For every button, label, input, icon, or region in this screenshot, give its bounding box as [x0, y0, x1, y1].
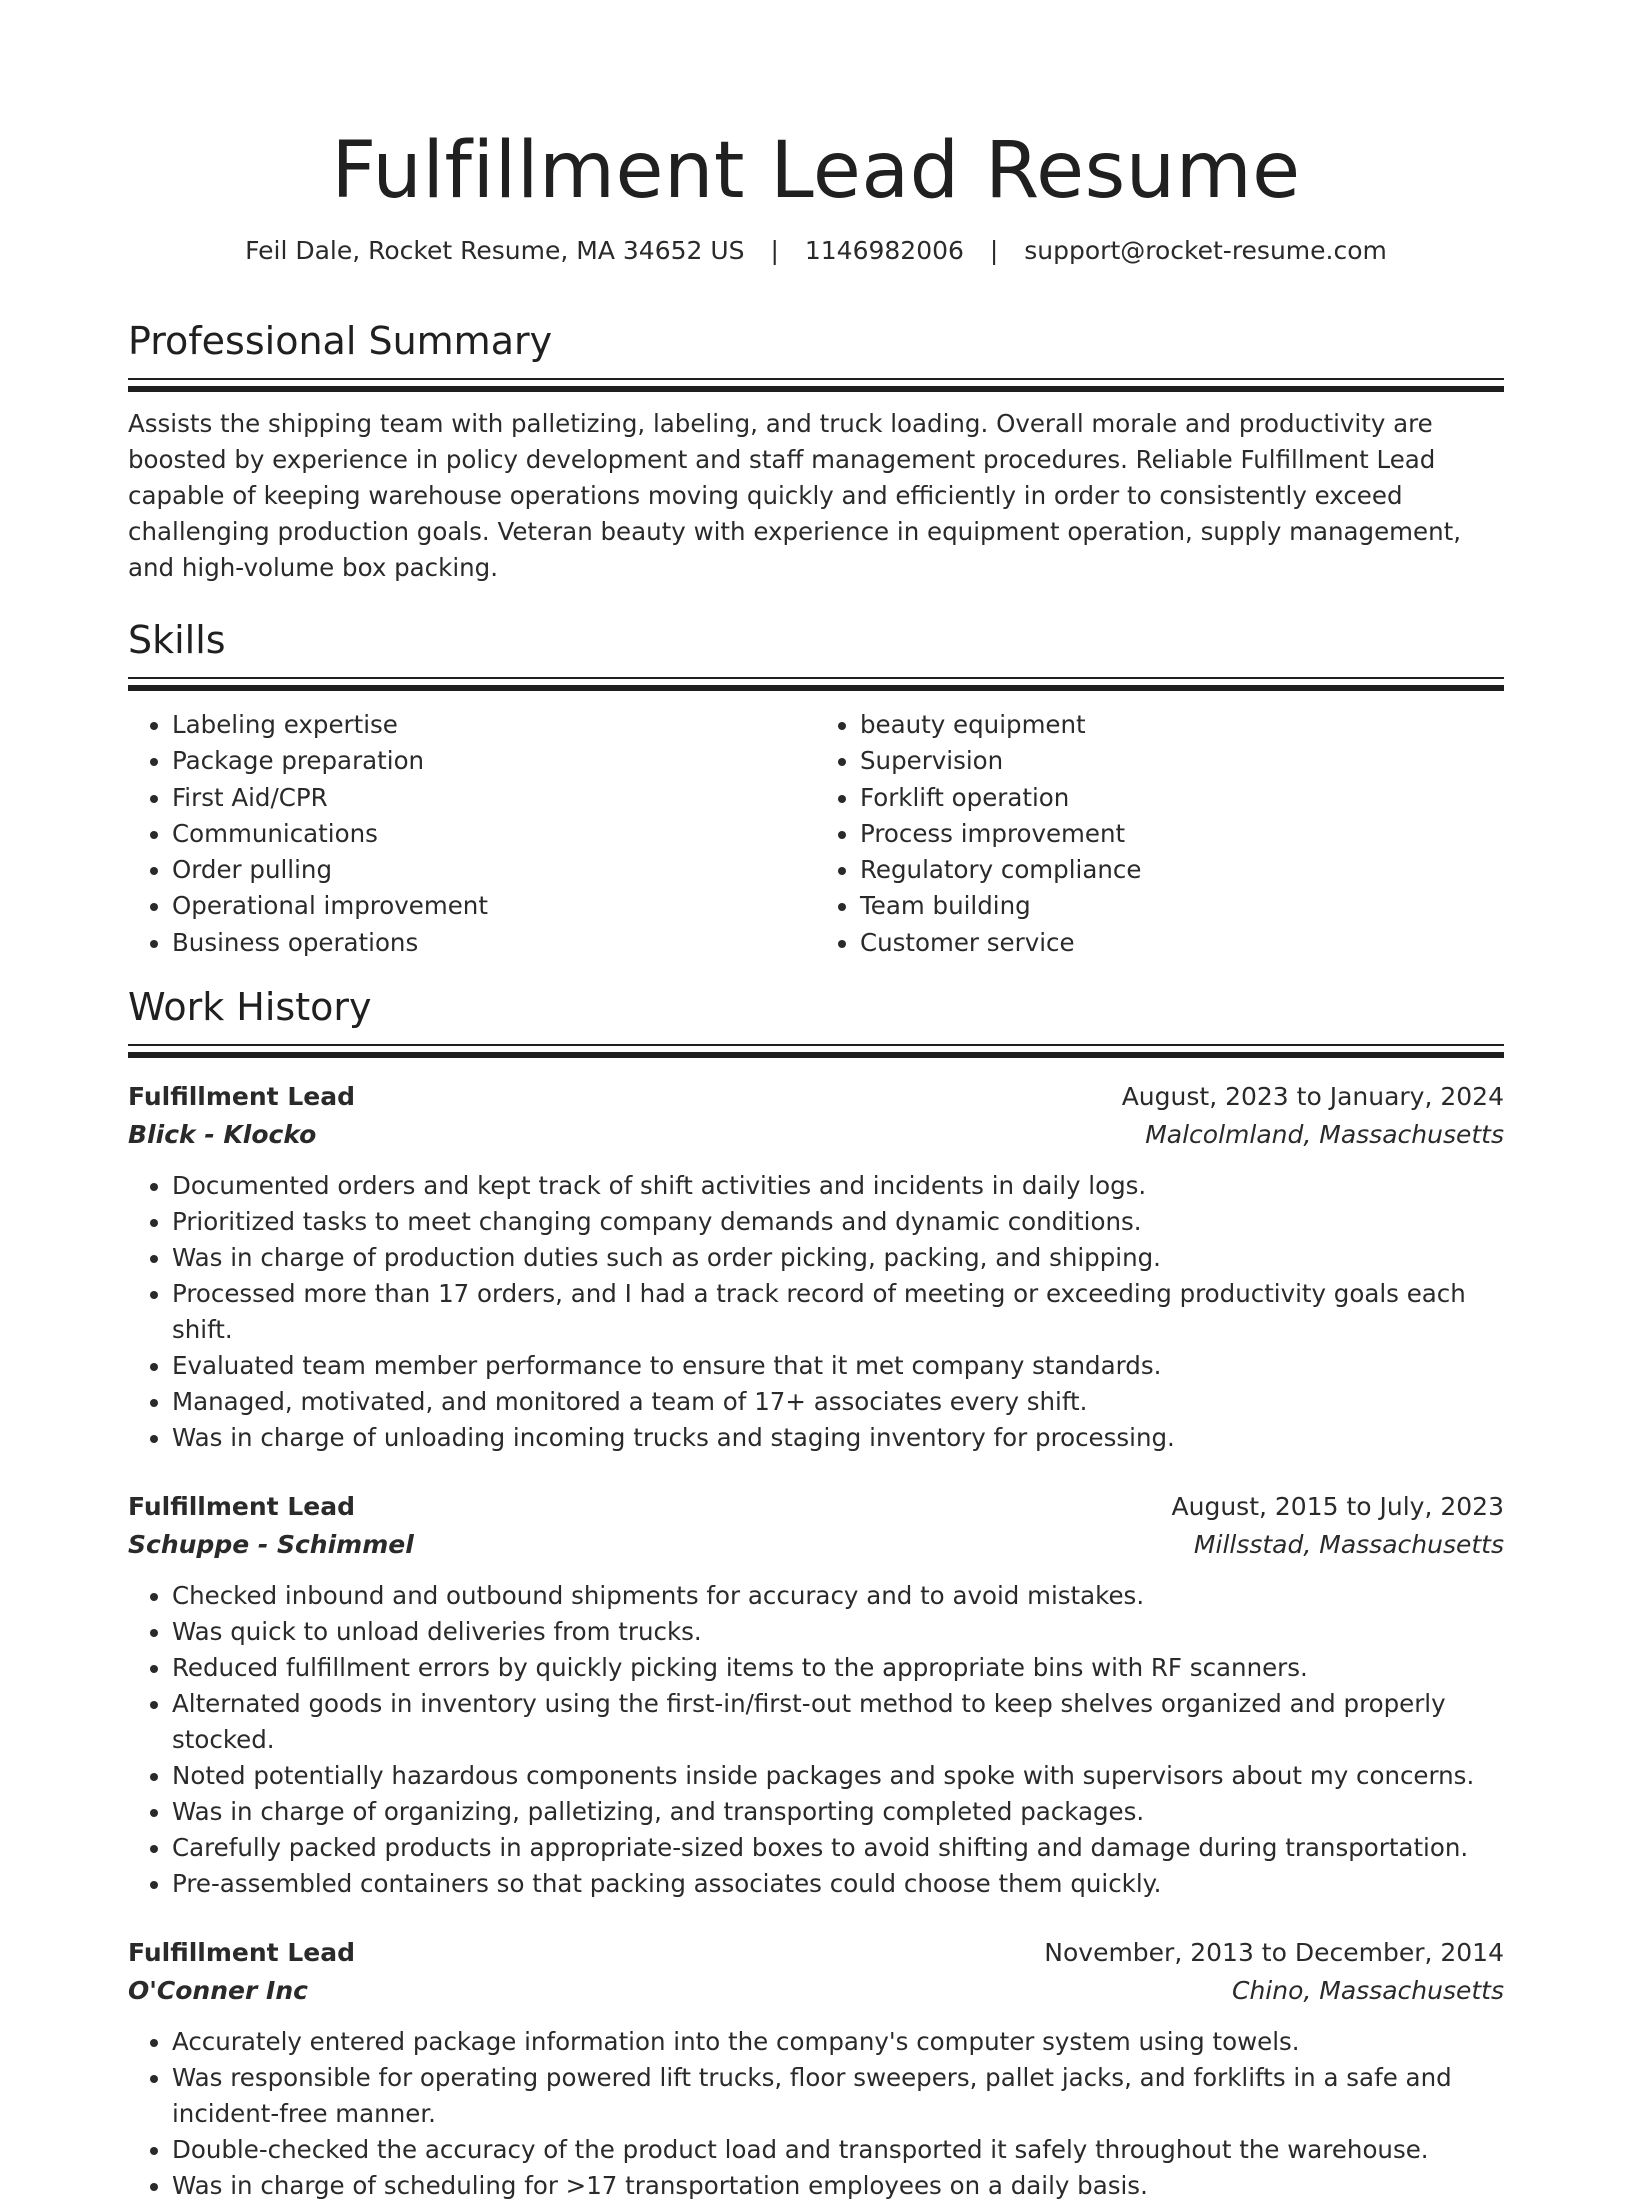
skill-item: • Regulatory compliance — [860, 852, 1504, 888]
job-bullet: • Reduced fulfillment errors by quickly picking items to the appropriate bins with RF scanners. — [172, 1650, 1504, 1686]
job-bullet: • Was in charge of production duties such as order picking, packing, and shipping. — [172, 1240, 1504, 1276]
section-heading-work: Work History — [128, 985, 372, 1030]
skill-item: • Communications — [172, 816, 816, 852]
skill-item: • Package preparation — [172, 743, 816, 779]
contact-address: Feil Dale, Rocket Resume, MA 34652 US — [245, 236, 745, 265]
job-bullet: • Processed more than 17 orders, and I had a track record of meeting or exceeding productivity goals each shift. — [172, 1276, 1504, 1348]
job-bullets — [128, 2024, 1504, 2204]
skills-list-left — [128, 707, 816, 961]
job-header-row — [128, 1078, 1504, 1116]
job-bullet: • Double-checked the accuracy of the product load and transported it safely throughout the warehouse. — [172, 2132, 1504, 2168]
job-bullet: • Prioritized tasks to meet changing company demands and dynamic conditions. — [172, 1204, 1504, 1240]
job-entry — [128, 1488, 1504, 1902]
skill-item: • Team building — [860, 888, 1504, 924]
job-location: Millsstad, Massachusetts — [1193, 1530, 1504, 1560]
section-heading-skills: Skills — [128, 618, 226, 662]
contact-separator: | — [770, 236, 779, 265]
job-dates: November, 2013 to December, 2014 — [1044, 1938, 1504, 1968]
skill-item: • First Aid/CPR — [172, 780, 816, 816]
skill-item: • Customer service — [860, 925, 1504, 961]
skill-item: • Labeling expertise — [172, 707, 816, 743]
skills-columns — [128, 707, 1504, 961]
contact-line — [128, 234, 1504, 268]
job-bullet: • Pre-assembled containers so that packing associates could choose them quickly. — [172, 1866, 1504, 1902]
section-divider — [128, 1044, 1504, 1058]
job-title: Fulfillment Lead — [128, 1938, 355, 1968]
job-entry — [128, 1934, 1504, 2204]
job-title: Fulfillment Lead — [128, 1082, 355, 1112]
job-bullet: • Was in charge of unloading incoming trucks and staging inventory for processing. — [172, 1420, 1504, 1456]
job-title: Fulfillment Lead — [128, 1492, 355, 1522]
work-history-section — [128, 983, 1504, 2204]
job-bullet: • Checked inbound and outbound shipments for accuracy and to avoid mistakes. — [172, 1578, 1504, 1614]
job-dates: August, 2023 to January, 2024 — [1121, 1082, 1504, 1112]
contact-email: support@rocket-resume.com — [1024, 236, 1387, 265]
job-dates: August, 2015 to July, 2023 — [1171, 1492, 1504, 1522]
skills-section — [128, 616, 1504, 961]
contact-phone: 1146982006 — [804, 236, 964, 265]
job-entry — [128, 1078, 1504, 1456]
job-bullet: • Noted potentially hazardous components inside packages and spoke with supervisors about my concerns. — [172, 1758, 1504, 1794]
job-bullet: • Carefully packed products in appropriate-sized boxes to avoid shifting and damage during transportation. — [172, 1830, 1504, 1866]
skill-item: • Business operations — [172, 925, 816, 961]
job-bullet: • Evaluated team member performance to ensure that it met company standards. — [172, 1348, 1504, 1384]
skill-item: • Order pulling — [172, 852, 816, 888]
section-divider — [128, 378, 1504, 392]
job-company: Schuppe - Schimmel — [128, 1530, 414, 1560]
job-bullet: • Managed, motivated, and monitored a team of 17+ associates every shift. — [172, 1384, 1504, 1420]
job-bullet: • Accurately entered package information into the company's computer system using towels. — [172, 2024, 1504, 2060]
skill-item: • beauty equipment — [860, 707, 1504, 743]
job-bullet: • Was in charge of organizing, palletizing, and transporting completed packages. — [172, 1794, 1504, 1830]
job-company-row — [128, 1526, 1504, 1564]
summary-text: Assists the shipping team with palletizing, labeling, and truck loading. Overall morale and productivity are boosted by experience in policy development and staff management procedures. Reliable Fulfillment Lead capable of keeping warehouse operations moving quickly and efficiently in order to consistently exceed challenging production goals. Veteran beauty with experience in equipment operation, supply management, and high-volume box packing. — [128, 409, 1462, 582]
job-bullet: • Was responsible for operating powered lift trucks, floor sweepers, pallet jacks, and forklifts in a safe and incident-free manner. — [172, 2060, 1504, 2132]
professional-summary-section — [128, 317, 1504, 586]
skill-item: • Supervision — [860, 743, 1504, 779]
job-location: Malcolmland, Massachusetts — [1145, 1120, 1504, 1150]
page-title: Fulfillment Lead Resume — [331, 126, 1301, 216]
contact-separator: | — [989, 236, 999, 265]
job-bullets — [128, 1578, 1504, 1902]
skill-item: • Operational improvement — [172, 888, 816, 924]
job-bullet: • Was quick to unload deliveries from trucks. — [172, 1614, 1504, 1650]
job-location: Chino, Massachusetts — [1231, 1976, 1504, 2006]
job-bullet: • Documented orders and kept track of shift activities and incidents in daily logs. — [172, 1168, 1504, 1204]
job-company-row — [128, 1116, 1504, 1154]
job-header-row — [128, 1488, 1504, 1526]
skill-item: • Process improvement — [860, 816, 1504, 852]
job-bullets — [128, 1168, 1504, 1456]
job-header-row — [128, 1934, 1504, 1972]
skills-list-right — [816, 707, 1504, 961]
job-company: Blick - Klocko — [128, 1120, 317, 1150]
section-divider — [128, 677, 1504, 691]
job-bullet: • Alternated goods in inventory using the first-in/first-out method to keep shelves organized and properly stocked. — [172, 1686, 1504, 1758]
section-heading-summary: Professional Summary — [128, 319, 553, 363]
job-bullet: • Was in charge of scheduling for >17 transportation employees on a daily basis. — [172, 2168, 1504, 2204]
skill-item: • Forklift operation — [860, 780, 1504, 816]
job-company-row — [128, 1972, 1504, 2010]
job-company: O'Conner Inc — [128, 1976, 308, 2006]
